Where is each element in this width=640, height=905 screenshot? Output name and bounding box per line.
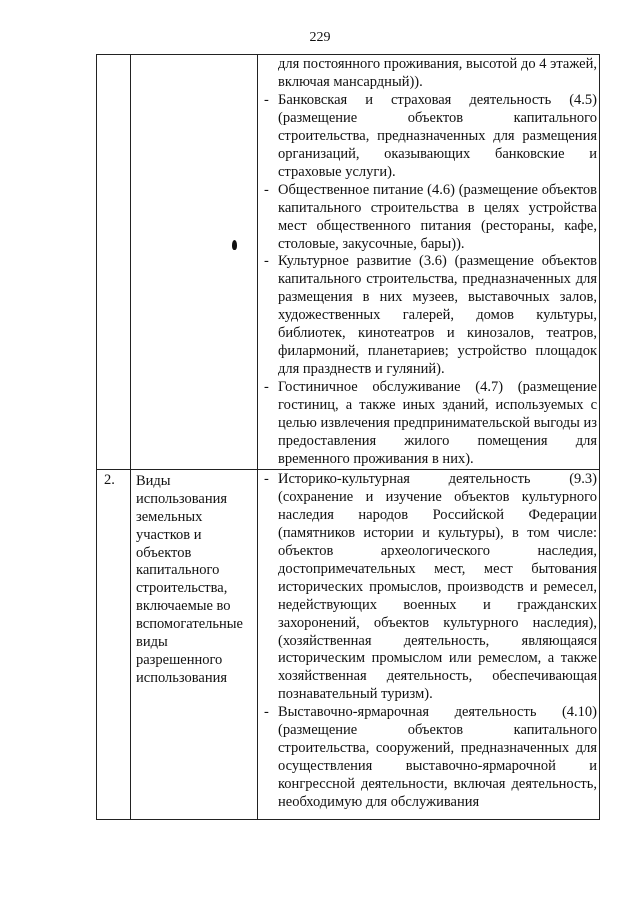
page-number: 229 xyxy=(309,30,331,45)
list-item-continuation: для постоянного проживания, высотой до 4 этажей, включая мансардный)). xyxy=(278,56,597,90)
row-content-cell xyxy=(258,469,600,819)
table-row xyxy=(97,55,600,470)
row-label-cell xyxy=(131,55,258,470)
list-item: - Общественное питание (4.6) (размещение объектов капитального строительства в целях устройства мест общественного питания (рестораны, кафе, столовые, закусочные, бары)). xyxy=(264,181,597,252)
list-item: - Гостиничное обслуживание (4.7) (размещение гостиниц, а также иных зданий, используемых с целью извлечения предпринимательской выгоды из предоставления жилого помещения для временного проживания в них). xyxy=(264,379,597,467)
use-list xyxy=(258,471,599,812)
row-number-cell xyxy=(97,55,131,470)
list-item: - Банковская и страховая деятельность (4.5) (размещение объектов капитального строительства, предназначенных для размещения организаций, оказывающих банковские и страховые услуги). xyxy=(264,91,597,180)
row-content-cell xyxy=(258,55,600,470)
list-item: - Выставочно-ярмарочная деятельность (4.10) (размещение объектов капитального строительства, сооружений, предназначенных для осуществления выставочно-ярмарочной и конгрессной деятельности, включая деятельность, необходимую для обслуживания xyxy=(264,704,597,811)
row-number-cell: 2. xyxy=(97,469,131,819)
row-label-cell: Виды использования земельных участков и объектов капитального строительства, включаемые во вспомогательные виды разрешенного использования xyxy=(131,469,258,819)
permitted-use-table xyxy=(96,54,600,820)
list-item: - Культурное развитие (3.6) (размещение объектов капитального строительства, предназначенных для размещения в них музеев, выставочных залов, художественных галерей, домов культуры, библиотек, кинотеатров и кинозалов, театров, филармоний, планетариев; устройство площадок для празднеств и гуляний). xyxy=(264,253,597,378)
list-item: - Историко-культурная деятельность (9.3) (сохранение и изучение объектов культурного наследия народов Российской Федерации (памятников истории и культуры), в том числе: объектов археологического наследия, достопримечательных мест, мест бытования исторических промыслов, производств и ремесел, недействующих военных и гражданских захоронений, объектов культурного наследия), (хозяйственная деятельность, являющаяся историческим промыслом или ремеслом, а также хозяйственная деятельность, обеспечивающая познавательный туризм). xyxy=(264,470,597,703)
table-row xyxy=(97,469,600,819)
use-list xyxy=(258,56,599,469)
